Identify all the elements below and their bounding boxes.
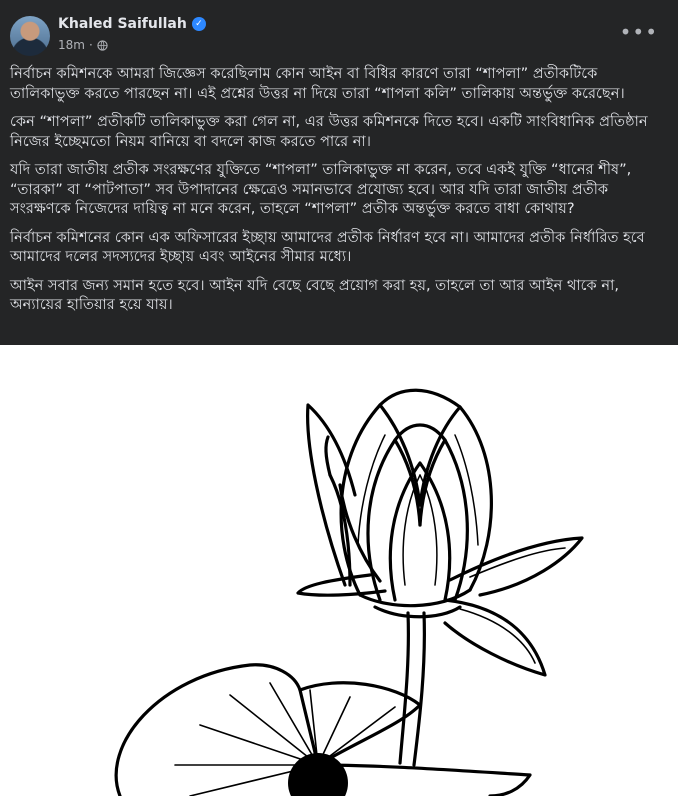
post-paragraph: আইন সবার জন্য সমান হতে হবে। আইন যদি বেছে বেছে প্রয়োগ করা হয়, তাহলে তা আর আইন থাকে না, অন্যায়ের হাতিয়ার হয়ে যায়। (10, 276, 619, 313)
post-body (10, 64, 668, 324)
post-timestamp[interactable]: 18m (58, 38, 85, 52)
water-lily-drawing (0, 345, 678, 796)
facebook-post-card (0, 0, 678, 345)
globe-icon (97, 40, 108, 51)
post-header (10, 14, 668, 56)
more-options-icon[interactable]: ••• (619, 20, 658, 44)
post-paragraph: কেন “শাপলা” প্রতীকটি তালিকাভুক্ত করা গেল না, এর উত্তর কমিশনকে দিতে হবে। একটি সাংবিধানিক প্রতিষ্ঠান নিজের ইচ্ছেমতো নিয়ম বানিয়ে বা বদলে কাজ করতে পারে না। (10, 113, 648, 150)
post-image[interactable] (0, 345, 678, 796)
post-paragraph: নির্বাচন কমিশনকে আমরা জিজ্ঞেস করেছিলাম কোন আইন বা বিধির কারণে তারা “শাপলা” প্রতীকটিকে তালিকাভুক্ত করতে পারছেন না। এই প্রশ্নের উত্তর না দিয়ে তারা “শাপলা কলি” তালিকায় অন্তর্ভুক্ত করেছেন। (10, 65, 625, 102)
author-name[interactable]: Khaled Saifullah (58, 16, 187, 32)
post-paragraph: নির্বাচন কমিশনের কোন এক অফিসারের ইচ্ছায় আমাদের প্রতীক নির্ধারণ হবে না। আমাদের প্রতীক নির্ধারিত হবে আমাদের দলের সদস্যদের ইচ্ছায় এবং আইনের সীমার মধ্যে। (10, 228, 645, 265)
meta-separator: · (88, 38, 93, 52)
author-row (58, 16, 206, 32)
author-avatar[interactable] (10, 16, 50, 56)
verified-badge-icon: ✓ (192, 17, 206, 31)
post-paragraph: যদি তারা জাতীয় প্রতীক সংরক্ষণের যুক্তিতে “শাপলা” তালিকাভুক্ত না করেন, তবে একই যুক্তি “ধানের শীষ”, “তারকা” বা “পাটপাতা” সব উপাদানের ক্ষেত্রেও সমানভাবে প্রযোজ্য হবে। আর যদি তারা জাতীয় প্রতীক সংরক্ষণকে নিজেদের দায়িত্ব না মনে করেন, তাহলে “শাপলা” প্রতীক অন্তর্ভুক্ত করতে বাধা কোথায়? (10, 161, 632, 217)
post-meta (58, 38, 108, 52)
